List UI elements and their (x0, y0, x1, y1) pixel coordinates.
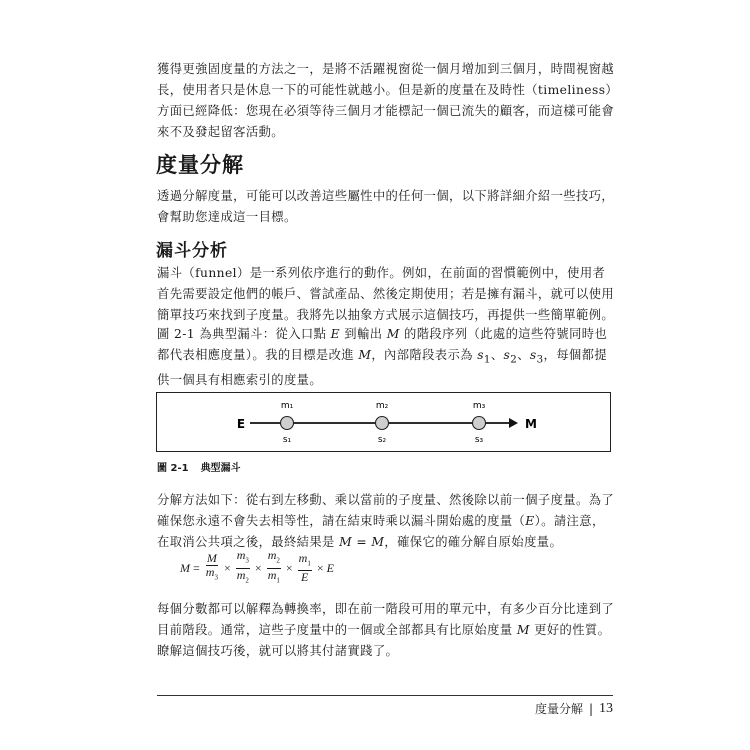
paragraph-decomposition-intro: 透過分解度量，可能可以改善這些屬性中的任何一個，以下將詳細介紹一些技巧，會幫助您達成這一目標。 (157, 189, 615, 224)
funnel-stage-node-1 (281, 417, 294, 430)
funnel-stage-node-3 (473, 417, 486, 430)
formula-fraction-2: $\frac{m_3}{m_2}$ (236, 548, 249, 584)
section-heading: 度量分解 (156, 153, 244, 177)
funnel-diagram (157, 393, 612, 453)
subsection-heading: 漏斗分析 (156, 241, 228, 261)
figure-title: 典型漏斗 (200, 463, 241, 474)
stage-label-3: s₃ (474, 435, 484, 445)
funnel-figure (156, 392, 611, 452)
funnel-stage-node-2 (376, 417, 389, 430)
paragraph-funnel-definition: 漏斗（funnel）是一系列依序進行的動作。例如，在前面的習慣範例中，使用者首先需要設定他們的帳戶、嘗試產品、然後定期使用；若是擁有漏斗，就可以使用簡單技巧來找到子度量。我將先以抽象方式展示這個技巧，再提供一些簡單範例。 (157, 266, 615, 322)
formula-lhs: M (180, 560, 190, 575)
formula-equals: = (193, 560, 200, 575)
formula-times: × (285, 560, 293, 575)
figure-caption (157, 459, 241, 474)
paragraph-decomposition-method: 分解方法如下：從右到左移動、乘以當前的子度量、然後除以前一個子度量。為了確保您永遠不會失去相等性，請在結束時乘以漏斗開始處的度量（E）。請注意，在取消公共項之後，最終結果是 M = M，確保它的確分解自原始度量。 (157, 493, 615, 549)
stage-label-1: s₁ (282, 435, 292, 445)
paragraph-timeliness: 獲得更強固度量的方法之一，是將不活躍視窗從一個月增加到三個月，時間視窗越長，使用者只是休息一下的可能性就越小。但是新的度量在及時性（timeliness）方面已經降低：您現在必須等待三個月才能標記一個已流失的顧客，而這樣可能會來不及發起留客活動。 (157, 62, 615, 139)
formula-fraction-3: $\frac{m_2}{m_1}$ (267, 548, 280, 584)
stage-metric-label-2: m₂ (375, 401, 389, 411)
formula-times: × (223, 560, 231, 575)
page-footer (535, 700, 613, 717)
footer-section-title: 度量分解 (534, 702, 583, 716)
stage-metric-label-1: m₁ (280, 401, 294, 411)
figure-number: 圖 2-1 (157, 463, 189, 474)
formula-times: × (254, 560, 262, 575)
formula-fraction-4: $\frac{m_1}{E}$ (298, 550, 311, 585)
funnel-start-label: E (236, 417, 246, 431)
formula-tail: E (326, 560, 334, 575)
paragraph-figure-reference: 圖 2-1 為典型漏斗：從入口點 E 到輸出 M 的階段序列（此處的這些符號同時也都代表相應度量）。我的目標是改進 M，內部階段表示為 $s_1$、$s_2$、$s_3$，每個都提供一個具有相應索引的度量。 (157, 327, 608, 388)
formula-fraction-1: $\frac{M}{m_3}$ (205, 550, 218, 582)
page-number: 13 (599, 700, 613, 716)
footer-divider (157, 695, 613, 696)
paragraph-conversion-rate: 每個分數都可以解釋為轉換率，即在前一階段可用的單元中，有多少百分比達到了目前階段。通常，這些子度量中的一個或全部都具有比原始度量 M 更好的性質。瞭解這個技巧後，就可以將其付諸實踐了。 (157, 602, 615, 658)
funnel-end-label: M (525, 417, 537, 431)
decomposition-formula (180, 548, 334, 585)
stage-metric-label-3: m₃ (472, 401, 486, 411)
stage-label-2: s₂ (377, 435, 387, 445)
footer-separator: | (588, 701, 593, 716)
formula-times: × (316, 560, 324, 575)
arrowhead-icon (509, 418, 518, 428)
